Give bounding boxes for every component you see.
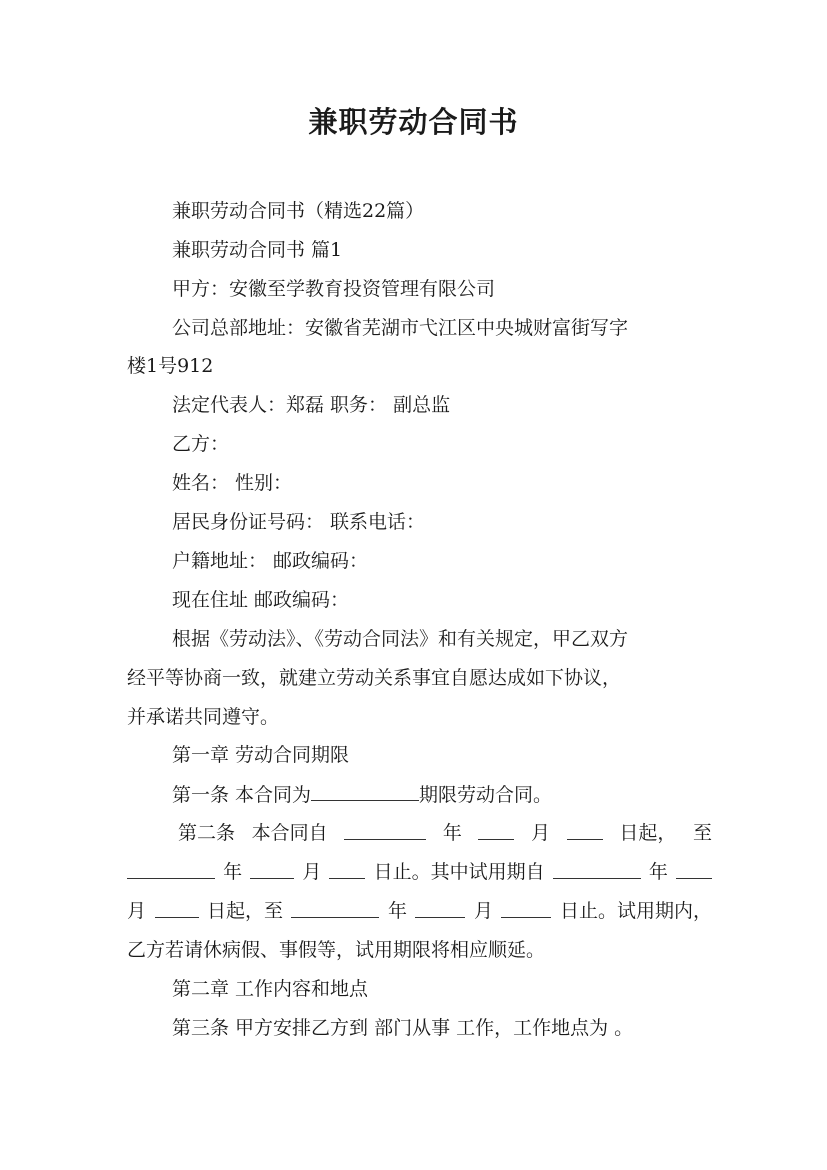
- trial-end-text: 日止。试用期内，: [559, 900, 712, 922]
- year-label: 年: [648, 861, 668, 883]
- trial-end-day-blank: [501, 899, 551, 918]
- party-b-line: 乙方：: [172, 433, 230, 455]
- chapter-1-heading: 第一章 劳动合同期限: [172, 744, 350, 766]
- to-label: 至: [692, 822, 712, 844]
- preamble-text-1: 根据《劳动法》、《劳动合同法》和有关规定，甲乙双方: [172, 628, 629, 650]
- month-label: 月: [473, 900, 493, 922]
- article-2-text: 本合同自: [251, 822, 328, 844]
- article-2-line-3: [127, 899, 712, 923]
- article-2-label: 第二条: [178, 822, 236, 844]
- end-month-blank: [250, 860, 294, 879]
- legal-rep-line: 法定代表人：郑磊 职务： 副总监: [172, 394, 451, 416]
- article-1-line: [172, 782, 552, 807]
- year-label: 年: [223, 861, 243, 883]
- year-label: 年: [387, 900, 407, 922]
- contract-term-blank: [311, 782, 419, 801]
- month-label: 月: [302, 861, 322, 883]
- preamble-line-2: 经平等协商一致，就建立劳动关系事宜自愿达成如下协议，: [127, 667, 622, 689]
- article-1-text-b: 期限劳动合同。: [419, 784, 553, 806]
- article-2-line-1: [178, 821, 712, 845]
- preamble-line-1: [172, 627, 712, 651]
- trial-end-month-blank: [415, 899, 465, 918]
- name-gender-line: 姓名： 性别：: [172, 472, 293, 494]
- trial-start-month-blank: [676, 860, 712, 879]
- trial-start-text: 日止。其中试用期自: [373, 861, 545, 883]
- month-label: 月: [531, 822, 551, 844]
- document-title: 兼职劳动合同书: [308, 105, 519, 139]
- trial-end-year-blank: [291, 899, 379, 918]
- start-year-blank: [344, 821, 426, 840]
- start-month-blank: [478, 821, 514, 840]
- day-start-label: 日起，: [619, 822, 677, 844]
- id-phone-line: 居民身份证号码： 联系电话：: [172, 511, 426, 533]
- year-label: 年: [442, 822, 462, 844]
- trial-start-year-blank: [553, 860, 641, 879]
- end-year-blank: [127, 860, 215, 879]
- month-label: 月: [127, 900, 147, 922]
- trial-start-day-blank: [155, 899, 199, 918]
- end-day-blank: [329, 860, 365, 879]
- section-heading: 兼职劳动合同书 篇1: [172, 239, 343, 261]
- article-2-line-4: 乙方若请休病假、事假等，试用期限将相应顺延。: [127, 939, 546, 961]
- preamble-line-3: 并承诺共同遵守。: [127, 706, 280, 728]
- registered-address-line: 户籍地址： 邮政编码：: [172, 550, 369, 572]
- hq-address-line: 公司总部地址：安徽省芜湖市弋江区中央城财富街写字: [172, 317, 629, 339]
- article-1-text-a: 第一条 本合同为: [172, 784, 312, 806]
- trial-to-text: 日起，至: [206, 900, 283, 922]
- article-3-line: 第三条 甲方安排乙方到 部门从事 工作，工作地点为 。: [172, 1017, 634, 1039]
- subtitle-line: 兼职劳动合同书（精选22篇）: [172, 200, 425, 222]
- article-2-line-2: [127, 860, 712, 884]
- current-address-line: 现在住址 邮政编码：: [172, 589, 350, 611]
- party-a-line: 甲方：安徽至学教育投资管理有限公司: [172, 278, 496, 300]
- chapter-2-heading: 第二章 工作内容和地点: [172, 978, 369, 1000]
- hq-address-line-cont: 楼1号912: [127, 355, 214, 377]
- start-day-blank: [567, 821, 603, 840]
